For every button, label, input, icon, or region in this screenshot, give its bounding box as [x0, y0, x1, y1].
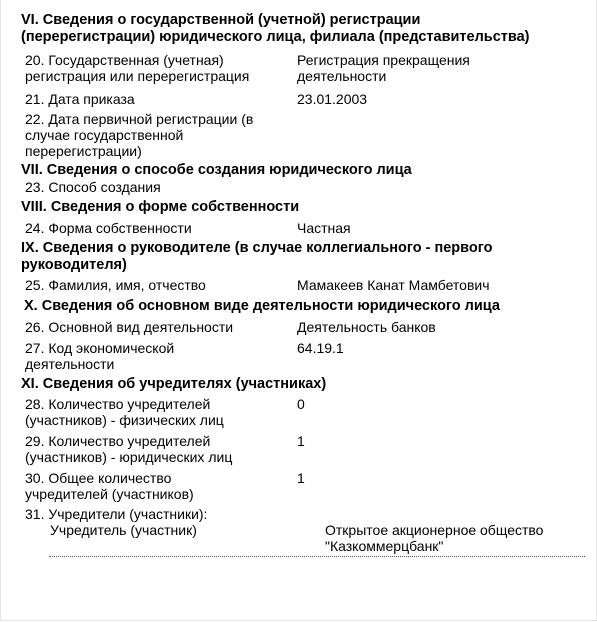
field-21-value: 23.01.2003 [297, 91, 368, 107]
field-29-label: 29. Количество учредителей (участников) - юридических лиц [25, 433, 233, 465]
section-6-title-line1: VI. Сведения о государственной (учетной) регистрации [21, 12, 421, 28]
section-6-title-line2: (перерегистрации) юридического лица, филиала (представительства) [21, 29, 530, 45]
field-30-label: 30. Общее количество учредителей (участников) [25, 470, 194, 502]
section-10-title: X. Сведения об основном виде деятельности юридического лица [24, 298, 500, 314]
founder-value: Открытое акционерное общество "Казкоммерцбанк" [325, 522, 544, 554]
field-28-value: 0 [297, 396, 305, 412]
field-26-label: 26. Основной вид деятельности [25, 319, 234, 335]
field-24-value: Частная [297, 220, 351, 236]
field-20-label: 20. Государственная (учетная) регистрация или перерегистрация [25, 52, 250, 84]
field-23-label: 23. Способ создания [25, 179, 161, 195]
field-21-label: 21. Дата приказа [25, 91, 135, 107]
founder-dotted-underline [49, 556, 585, 557]
section-8-title: VIII. Сведения о форме собственности [21, 199, 300, 215]
section-9-title-line1: IX. Сведения о руководителе (в случае коллегиального - первого [21, 240, 493, 256]
section-9-title-line2: руководителя) [21, 257, 127, 273]
field-27-value: 64.19.1 [297, 340, 344, 356]
field-28-label: 28. Количество учредителей (участников) - физических лиц [25, 396, 224, 428]
founder-label: Учредитель (участник) [50, 522, 197, 538]
field-27-label: 27. Код экономической деятельности [25, 340, 175, 372]
field-22-label: 22. Дата первичной регистрации (в случае государственной перерегистрации) [25, 111, 254, 159]
field-30-value: 1 [297, 470, 305, 486]
field-25-label: 25. Фамилия, имя, отчество [25, 277, 206, 293]
field-24-label: 24. Форма собственности [25, 220, 192, 236]
section-7-title: VII. Сведения о способе создания юридического лица [21, 162, 412, 178]
field-25-value: Мамакеев Канат Мамбетович [297, 277, 490, 293]
field-26-value: Деятельность банков [297, 319, 436, 335]
field-20-value: Регистрация прекращения деятельности [297, 52, 470, 84]
section-11-title: XI. Сведения об учредителях (участниках) [21, 376, 327, 392]
field-29-value: 1 [297, 433, 305, 449]
field-31-label: 31. Учредители (участники): [25, 506, 208, 522]
